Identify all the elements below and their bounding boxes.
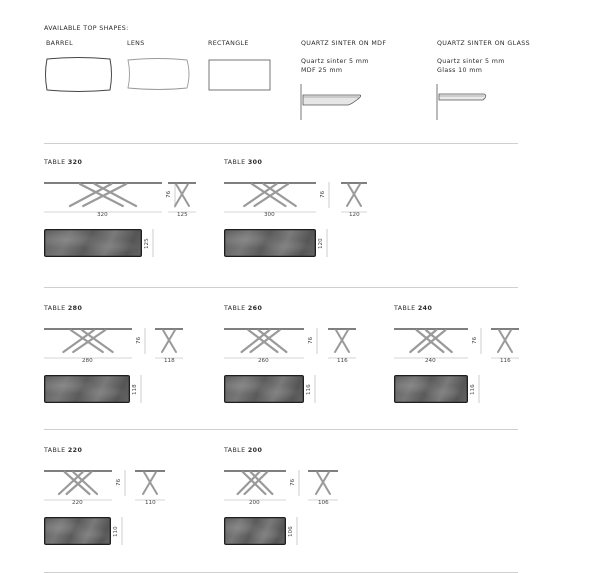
table-top-view-marble — [44, 229, 142, 257]
top-width-dimension-label: 116 — [470, 384, 476, 395]
section-divider — [44, 287, 518, 288]
height-dimension-line — [328, 182, 330, 210]
height-dimension-label: 76 — [116, 478, 122, 486]
height-dimension-line — [480, 328, 482, 356]
height-dimension-label: 76 — [290, 478, 296, 486]
table-top-view-marble — [44, 375, 130, 403]
shape-label-lens: LENS — [127, 40, 145, 47]
table-top-view-marble — [224, 517, 286, 545]
table-side-elevation — [394, 328, 472, 362]
table-heading-prefix: TABLE — [44, 447, 68, 454]
shape-label-barrel: BARREL — [46, 40, 73, 47]
height-dimension-line — [144, 328, 146, 356]
table-heading-prefix: TABLE — [44, 159, 68, 166]
table-heading-size: 200 — [247, 447, 263, 454]
table-top-view-marble — [394, 375, 468, 403]
table-top-view-marble — [224, 375, 304, 403]
height-dimension-line — [316, 328, 318, 356]
width-dimension-label: 106 — [318, 500, 329, 506]
table-side-elevation — [224, 328, 308, 362]
length-dimension-label: 240 — [425, 358, 436, 364]
table-heading-size: 260 — [247, 305, 263, 312]
table-heading-prefix: TABLE — [394, 305, 418, 312]
table-heading-size: 240 — [417, 305, 433, 312]
width-dimension-label: 110 — [145, 500, 156, 506]
top-width-dimension-line — [152, 229, 154, 259]
top-width-dimension-line — [314, 375, 316, 405]
top-width-dimension-line — [140, 375, 142, 405]
top-width-dimension-label: 110 — [113, 526, 119, 537]
top-width-dimension-label: 125 — [144, 238, 150, 249]
table-heading — [224, 448, 262, 454]
top-width-dimension-line — [296, 517, 298, 547]
top-width-dimension-label: 118 — [132, 384, 138, 395]
width-dimension-label: 116 — [337, 358, 348, 364]
finish-glass-line2: Glass 10 mm — [437, 67, 483, 74]
table-side-elevation — [224, 470, 290, 504]
table-heading-size: 300 — [247, 159, 263, 166]
table-heading-prefix: TABLE — [224, 305, 248, 312]
height-dimension-label: 76 — [136, 336, 142, 344]
section-divider — [44, 429, 518, 430]
shape-label-rectangle: RECTANGLE — [208, 40, 249, 47]
table-top-view-marble — [44, 517, 111, 545]
table-side-elevation — [44, 470, 116, 504]
table-front-elevation — [328, 328, 360, 362]
finish-mdf-line2: MDF 25 mm — [301, 67, 343, 74]
finish-glass-title: QUARTZ SINTER ON GLASS — [437, 40, 530, 47]
top-width-dimension-line — [326, 229, 328, 259]
height-dimension-label: 76 — [472, 336, 478, 344]
top-width-dimension-line — [478, 375, 480, 405]
table-side-elevation — [44, 328, 136, 362]
table-heading-size: 320 — [67, 159, 83, 166]
height-dimension-label: 76 — [320, 190, 326, 198]
table-heading — [394, 306, 432, 312]
barrel-shape-outline — [44, 56, 114, 96]
height-dimension-line — [298, 470, 300, 498]
width-dimension-label: 118 — [164, 358, 175, 364]
finish-mdf-title: QUARTZ SINTER ON MDF — [301, 40, 387, 47]
table-heading-prefix: TABLE — [224, 447, 248, 454]
table-front-elevation — [168, 182, 200, 216]
finish-glass-line1: Quartz sinter 5 mm — [437, 58, 505, 65]
section-title: AVAILABLE TOP SHAPES: — [44, 25, 129, 32]
table-heading — [44, 448, 82, 454]
table-heading-prefix: TABLE — [224, 159, 248, 166]
rectangle-shape-outline — [206, 56, 276, 96]
height-dimension-label: 76 — [166, 190, 172, 198]
length-dimension-label: 280 — [82, 358, 93, 364]
top-width-dimension-label: 120 — [318, 238, 324, 249]
top-width-dimension-line — [121, 517, 123, 547]
length-dimension-label: 260 — [258, 358, 269, 364]
table-side-elevation — [44, 182, 166, 216]
table-heading-size: 280 — [67, 305, 83, 312]
length-dimension-label: 320 — [97, 212, 108, 218]
table-heading — [44, 160, 82, 166]
table-top-view-marble — [224, 229, 316, 257]
table-heading — [224, 306, 262, 312]
top-width-dimension-label: 116 — [306, 384, 312, 395]
height-dimension-line — [124, 470, 126, 498]
width-dimension-label: 116 — [500, 358, 511, 364]
table-front-elevation — [491, 328, 523, 362]
length-dimension-label: 200 — [249, 500, 260, 506]
glass-edge-profile-drawing — [436, 84, 496, 124]
table-front-elevation — [155, 328, 187, 362]
width-dimension-label: 125 — [177, 212, 188, 218]
width-dimension-label: 120 — [349, 212, 360, 218]
lens-shape-outline — [125, 56, 195, 96]
top-width-dimension-label: 106 — [288, 526, 294, 537]
table-heading — [224, 160, 262, 166]
finish-mdf-line1: Quartz sinter 5 mm — [301, 58, 369, 65]
height-dimension-label: 76 — [308, 336, 314, 344]
table-heading-prefix: TABLE — [44, 305, 68, 312]
table-front-elevation — [135, 470, 169, 504]
length-dimension-label: 300 — [264, 212, 275, 218]
table-heading — [44, 306, 82, 312]
length-dimension-label: 220 — [72, 500, 83, 506]
mdf-edge-profile-drawing — [300, 84, 370, 124]
table-heading-size: 220 — [67, 447, 83, 454]
table-front-elevation — [341, 182, 371, 216]
table-side-elevation — [224, 182, 320, 216]
section-divider — [44, 143, 518, 144]
table-front-elevation — [308, 470, 342, 504]
